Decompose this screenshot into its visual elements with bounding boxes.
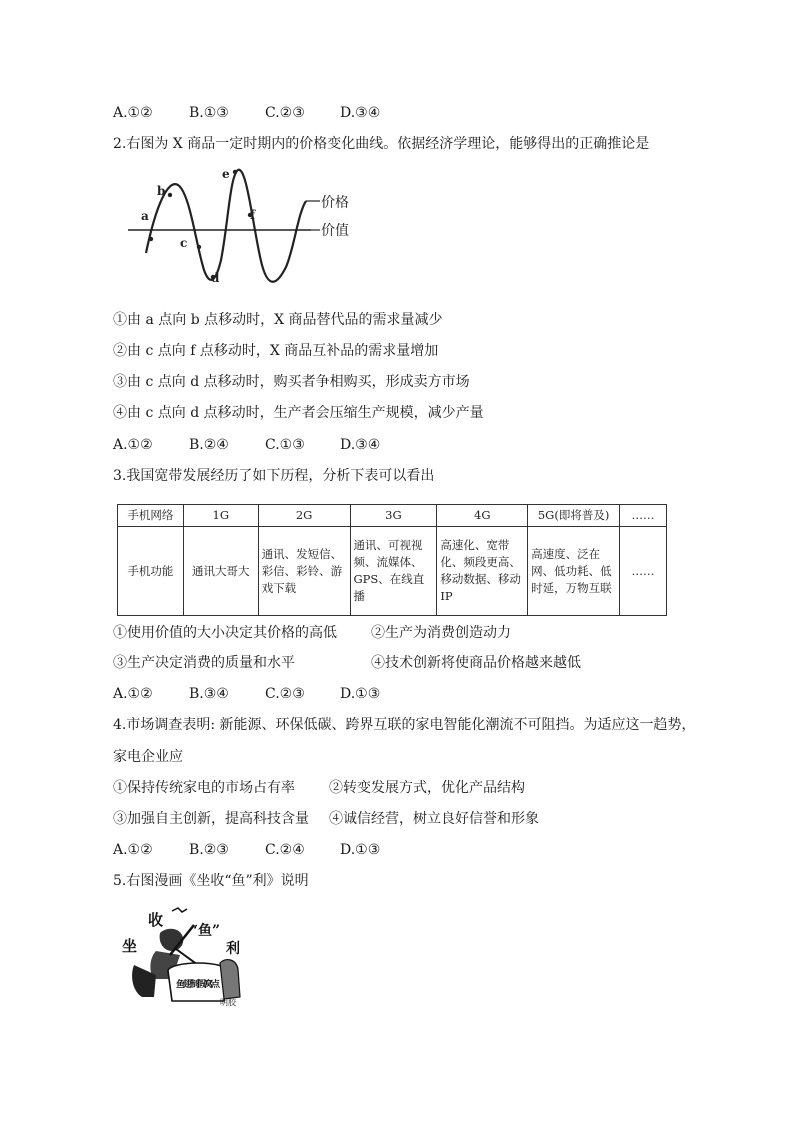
graph-point-a: a <box>141 209 149 223</box>
q4-option-a: A.①② <box>113 842 153 858</box>
q4-stem-line2: 家电企业应 <box>113 749 183 765</box>
q3-statement-2: ②生产为消费创造动力 <box>371 625 511 641</box>
cartoon-illustration <box>120 905 242 1007</box>
table-header-row <box>118 505 667 527</box>
table-cell: 通讯、可视视频、流媒体、GPS、在线直播 <box>350 527 437 616</box>
graph-point-b: b <box>157 184 166 198</box>
table-row-label: 手机功能 <box>118 527 184 616</box>
q4-statement-3: ③加强自主创新，提高科技含量 <box>113 811 309 827</box>
table-header-cell: 手机网络 <box>118 505 184 527</box>
q2-option-b: B.②④ <box>189 437 229 453</box>
table-header-cell: 5G(即将普及) <box>528 505 620 527</box>
q3-option-b: B.③④ <box>189 686 229 702</box>
table-cell: 高速度、泛在网、低功耗、低时延，万物互联 <box>528 527 620 616</box>
table-header-cell: 2G <box>258 505 350 527</box>
cartoon-char-shou: 收 <box>148 911 164 929</box>
q2-option-a: A.①② <box>113 437 153 453</box>
table-header-cell: …… <box>620 505 667 527</box>
cartoon-bag-text: 明胶 <box>220 998 236 1007</box>
table-row <box>118 527 667 616</box>
table-cell: 通讯大哥大 <box>183 527 258 616</box>
q4-statement-1: ①保持传统家电的市场占有率 <box>113 780 295 796</box>
q2-options <box>113 435 380 455</box>
q3-option-c: C.②③ <box>265 686 305 702</box>
q1-options <box>113 103 380 123</box>
table-header-cell: 3G <box>350 505 437 527</box>
q1-option-d: D.③④ <box>340 105 381 121</box>
cartoon-char-li: 利 <box>226 941 240 957</box>
table-cell: 高速化、宽带化、频段更高、移动数据、移动 IP <box>437 527 528 616</box>
q2-option-c: C.①③ <box>265 437 305 453</box>
q4-options <box>113 840 380 860</box>
q3-statement-1: ①使用价值的大小决定其价格的高低 <box>113 625 337 641</box>
q3-stem: 3.我国宽带发展经历了如下历程，分析下表可以看出 <box>113 468 435 484</box>
q1-option-b: B.①③ <box>189 105 229 121</box>
q4-statement-2: ②转变发展方式，优化产品结构 <box>329 780 525 796</box>
price-value-graph <box>126 165 366 295</box>
graph-point-c: c <box>180 236 188 250</box>
q4-option-b: B.②③ <box>189 842 229 858</box>
graph-point-d: d <box>211 271 220 285</box>
q2-stem: 2.右图为 X 商品一定时期内的价格变化曲线。依据经济学理论，能够得出的正确推论是 <box>113 136 650 152</box>
table-header-cell: 1G <box>183 505 258 527</box>
value-label: 价值 <box>321 223 349 239</box>
table-cell: 通讯、发短信、彩信、彩铃、游戏下载 <box>258 527 350 616</box>
table-cell: …… <box>620 527 667 616</box>
q3-options <box>113 684 380 704</box>
price-curve <box>146 170 306 282</box>
q3-option-d: D.①③ <box>340 686 381 702</box>
network-generations-table <box>117 504 667 616</box>
q3-statement-4: ④技术创新将使商品价格越来越低 <box>371 655 581 671</box>
q2-statement-3: ③由 c 点向 d 点移动时，购买者争相购买，形成卖方市场 <box>113 374 470 390</box>
q4-option-c: C.②④ <box>265 842 305 858</box>
q4-stem-line1: 4.市场调查表明: 新能源、环保低碳、跨界互联的家电智能化潮流不可阻挡。为适应这一趋势， <box>113 717 696 733</box>
q2-statement-2: ②由 c 点向 f 点移动时，X 商品互补品的需求量增加 <box>113 343 439 359</box>
graph-point-f: f <box>250 208 256 222</box>
q3-statement-3: ③生产决定消费的质量和水平 <box>113 655 295 671</box>
q3-option-a: A.①② <box>113 686 153 702</box>
q2-statement-4: ④由 c 点向 d 点移动时，生产者会压缩生产规模，减少产量 <box>113 405 484 421</box>
q2-option-d: D.③④ <box>340 437 381 453</box>
q1-option-a: A.①② <box>113 105 153 121</box>
graph-point-e: e <box>222 167 230 181</box>
cartoon-char-yu: “鱼” <box>190 923 221 939</box>
cartoon-char-zuo: 坐 <box>122 937 138 955</box>
table-header-cell: 4G <box>437 505 528 527</box>
q4-statement-4: ④诚信经营，树立良好信誉和形象 <box>329 811 539 827</box>
q2-statement-1: ①由 a 点向 b 点移动时，X 商品替代品的需求量减少 <box>113 312 443 328</box>
cartoon-pot-text: 鱼翅制假窝点 <box>176 980 220 990</box>
q4-option-d: D.①③ <box>340 842 381 858</box>
price-label: 价格 <box>321 195 349 211</box>
q5-stem: 5.右图漫画《坐收“鱼”利》说明 <box>113 873 309 889</box>
q1-option-c: C.②③ <box>265 105 305 121</box>
